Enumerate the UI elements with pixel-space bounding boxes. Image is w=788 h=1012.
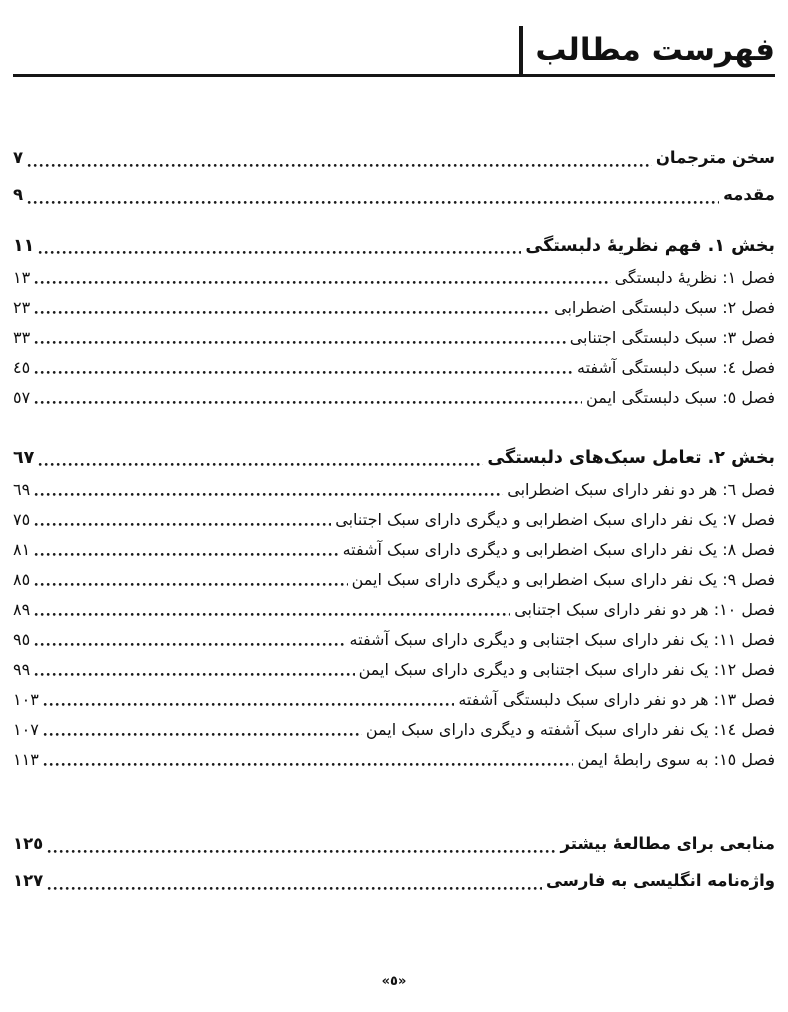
- toc-row-chapter: [13, 655, 775, 685]
- page-header: [13, 26, 775, 77]
- dotted-leader: [34, 672, 354, 677]
- toc-entry-title: فصل ٥: سبک دلبستگی ایمن: [586, 388, 775, 407]
- toc-row-back: [13, 862, 775, 899]
- toc-entry-title: فصل ٣: سبک دلبستگی اجتنابی: [569, 328, 775, 347]
- toc-row-chapter: [13, 565, 775, 595]
- toc-entry-page-number: ١١: [13, 236, 35, 256]
- dotted-leader: [27, 200, 719, 205]
- toc-row-chapter: [13, 505, 775, 535]
- dotted-leader: [47, 886, 542, 891]
- title-block: [519, 26, 775, 74]
- footer-page-number: «٥»: [381, 974, 407, 989]
- toc-entry-page-number: ٩٩: [13, 660, 31, 679]
- dotted-leader: [34, 370, 573, 375]
- page-title: فهرست مطالب: [535, 32, 775, 68]
- toc-entry-page-number: ٧٥: [13, 510, 31, 529]
- toc-row-chapter: [13, 745, 775, 775]
- toc-row-chapter: [13, 475, 775, 505]
- toc-row-chapter: [13, 293, 775, 323]
- toc-entry-page-number: ٨٩: [13, 600, 31, 619]
- toc-entry-title: فصل ١٥: به سوی رابطۀ ایمن: [577, 750, 775, 769]
- toc-entry-title: بخش ١. فهم نظریۀ دلبستگی: [525, 236, 775, 256]
- toc-entry-title: فصل ٤: سبک دلبستگی آشفته: [577, 358, 775, 377]
- toc-entry-title: فصل ١٣: هر دو نفر دارای سبک دلبستگی آشفته: [458, 690, 775, 709]
- toc-entry-title: بخش ٢. تعامل سبک‌های دلبستگی: [487, 448, 775, 468]
- toc-entry-title: سخن مترجمان: [655, 148, 775, 167]
- toc-entry-title: مقدمه: [723, 185, 775, 204]
- toc-entry-page-number: ١٠٧: [13, 720, 39, 739]
- dotted-leader: [34, 552, 338, 557]
- dotted-leader: [38, 250, 521, 255]
- header-rule: [13, 74, 775, 77]
- dotted-leader: [43, 702, 455, 707]
- toc-entry-title: فصل ١٢: یک نفر دارای سبک اجتنابی و دیگری دارای سبک ایمن: [358, 660, 775, 679]
- toc-entry-title: فصل ١٠: هر دو نفر دارای سبک اجتنابی: [514, 600, 775, 619]
- dotted-leader: [34, 280, 610, 285]
- toc-entry-title: فصل ١٤: یک نفر دارای سبک آشفته و دیگری دارای سبک ایمن: [365, 720, 775, 739]
- toc-entry-title: فصل ٧: یک نفر دارای سبک اضطرابی و دیگری دارای سبک اجتنابی: [335, 510, 775, 529]
- toc-entry-title: فصل ٨: یک نفر دارای سبک اضطرابی و دیگری دارای سبک آشفته: [342, 540, 775, 559]
- page-footer: [0, 974, 788, 989]
- toc-row-chapter: [13, 685, 775, 715]
- toc-row-chapter: [13, 263, 775, 293]
- toc-row-front: [13, 176, 775, 213]
- toc-row-front: [13, 139, 775, 176]
- dotted-leader: [34, 340, 566, 345]
- toc-entry-title: واژه‌نامه انگلیسی به فارسی: [545, 871, 775, 890]
- toc-entry-title: فصل ٩: یک نفر دارای سبک اضطرابی و دیگری دارای سبک ایمن: [351, 570, 775, 589]
- dotted-leader: [34, 310, 550, 315]
- toc-entry-page-number: ٧: [13, 148, 24, 167]
- toc-entry-page-number: ١٣: [13, 268, 31, 287]
- toc-entry-title: فصل ١١: یک نفر دارای سبک اجتنابی و دیگری دارای سبک آشفته: [349, 630, 775, 649]
- toc-entry-page-number: ٣٣: [13, 328, 31, 347]
- toc-entry-page-number: ٢٣: [13, 298, 31, 317]
- toc-row-section: [13, 441, 775, 475]
- toc-entry-page-number: ٩: [13, 185, 24, 204]
- toc-row-chapter: [13, 595, 775, 625]
- dotted-leader: [34, 492, 503, 497]
- toc-row-chapter: [13, 535, 775, 565]
- dotted-leader: [27, 163, 652, 168]
- toc-row-chapter: [13, 323, 775, 353]
- toc-entry-page-number: ٦٧: [13, 448, 35, 468]
- toc-row-chapter: [13, 625, 775, 655]
- dotted-leader: [34, 612, 510, 617]
- toc-list: [13, 139, 775, 899]
- toc-entry-title: منابعی برای مطالعۀ بیشتر: [560, 834, 775, 853]
- toc-entry-page-number: ١٢٧: [13, 871, 44, 890]
- dotted-leader: [34, 582, 347, 587]
- toc-row-chapter: [13, 353, 775, 383]
- dotted-leader: [38, 462, 483, 467]
- toc-entry-page-number: ٤٥: [13, 358, 31, 377]
- toc-row-section: [13, 229, 775, 263]
- toc-entry-page-number: ١٢٥: [13, 834, 44, 853]
- toc-entry-page-number: ٥٧: [13, 388, 31, 407]
- toc-entry-page-number: ٩٥: [13, 630, 31, 649]
- toc-entry-title: فصل ٦: هر دو نفر دارای سبک اضطرابی: [507, 480, 775, 499]
- toc-entry-page-number: ٦٩: [13, 480, 31, 499]
- dotted-leader: [43, 762, 574, 767]
- toc-entry-page-number: ٨٥: [13, 570, 31, 589]
- dotted-leader: [34, 642, 345, 647]
- toc-entry-page-number: ٨١: [13, 540, 31, 559]
- toc-row-chapter: [13, 715, 775, 745]
- dotted-leader: [47, 849, 556, 854]
- dotted-leader: [34, 522, 331, 527]
- toc-entry-title: فصل ١: نظریۀ دلبستگی: [614, 268, 775, 287]
- dotted-leader: [43, 732, 362, 737]
- toc-entry-page-number: ١٠٣: [13, 690, 39, 709]
- toc-entry-page-number: ١١٣: [13, 750, 39, 769]
- toc-row-chapter: [13, 383, 775, 413]
- toc-row-back: [13, 825, 775, 862]
- dotted-leader: [34, 400, 582, 405]
- toc-entry-title: فصل ٢: سبک دلبستگی اضطرابی: [554, 298, 775, 317]
